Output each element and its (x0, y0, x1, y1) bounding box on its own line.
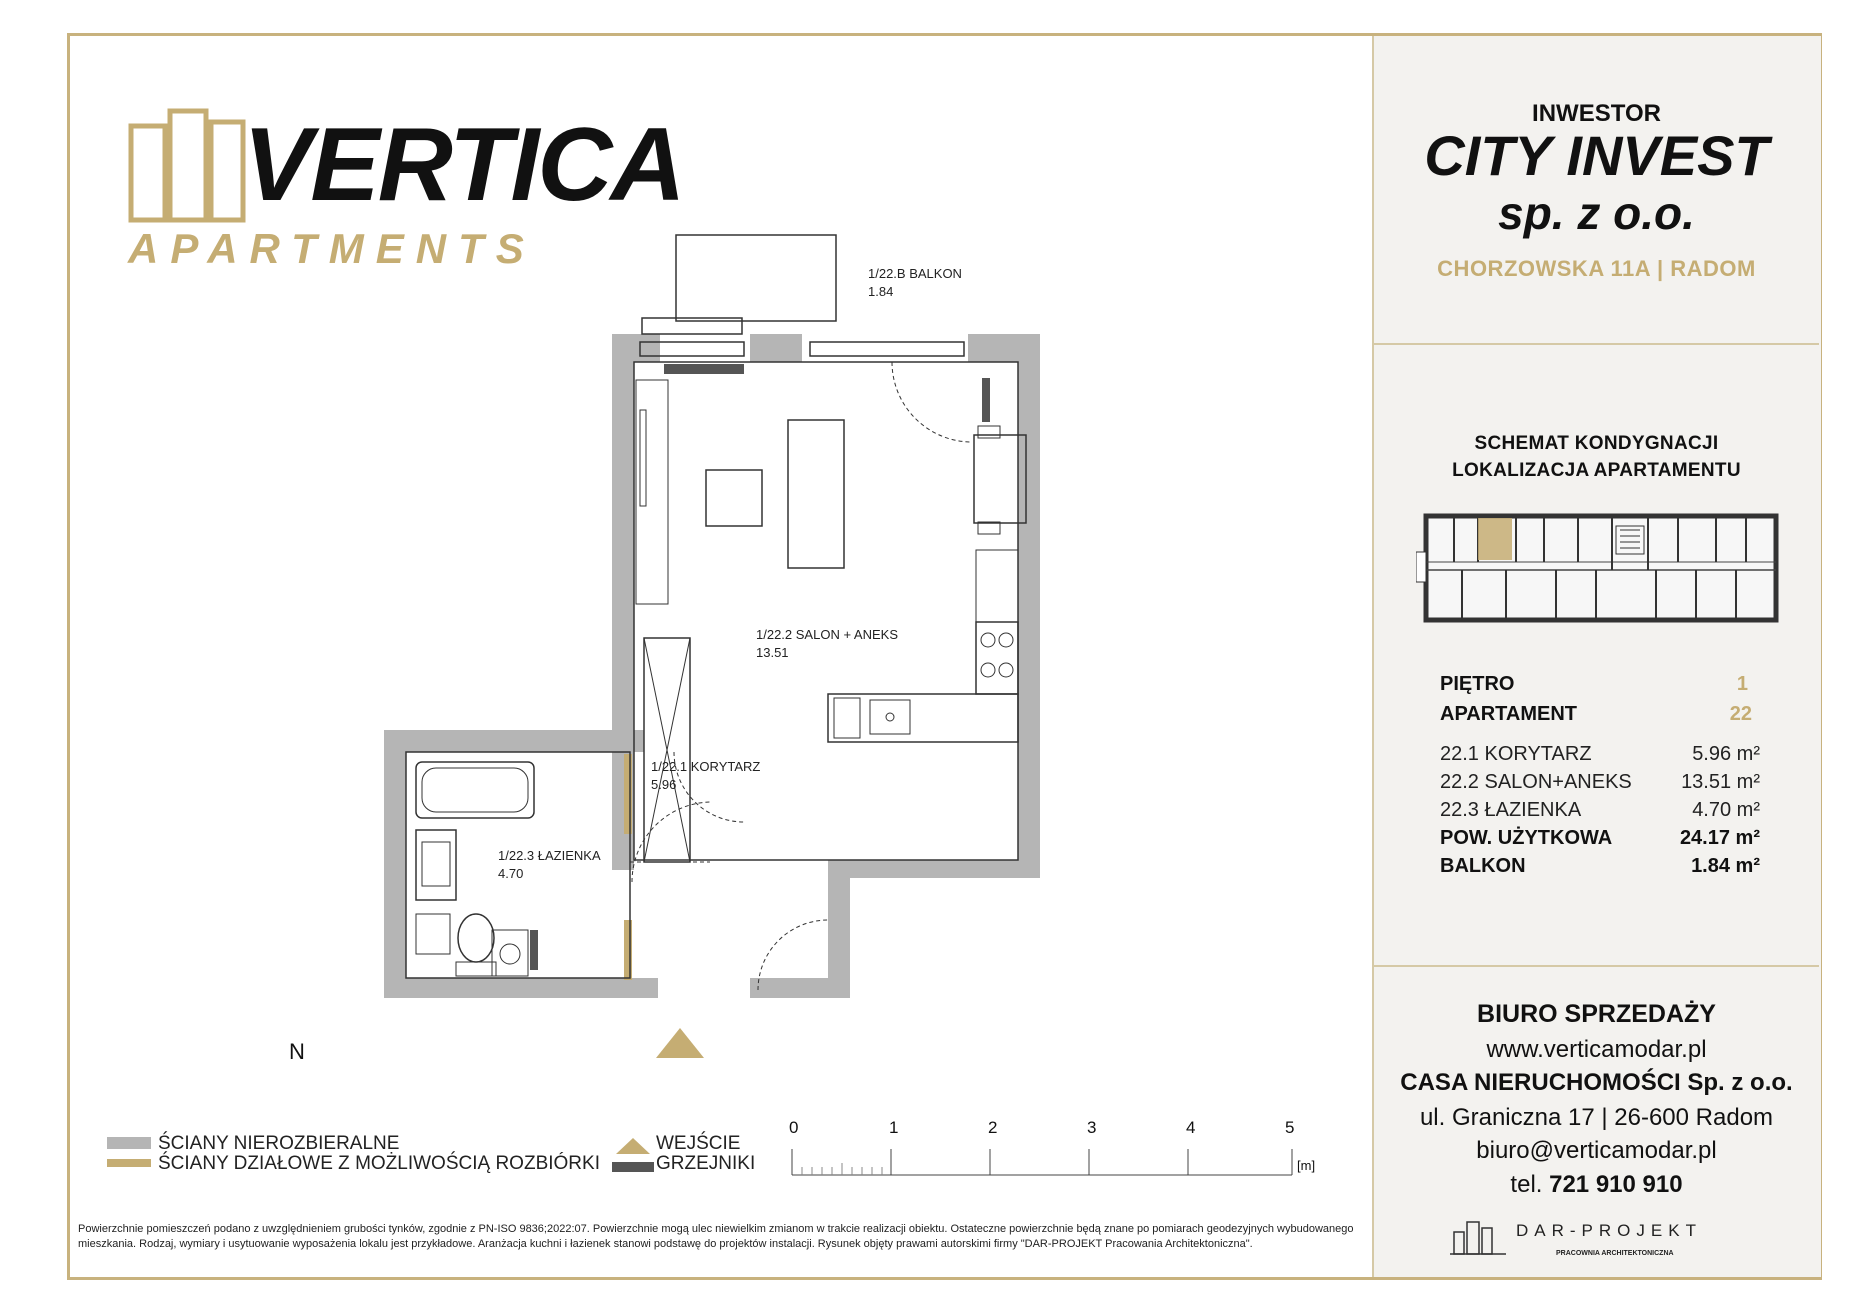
bathroom-room-name: 1/22.3 ŁAZIENKA (498, 848, 601, 863)
legend-swatch-removable-walls (107, 1159, 151, 1167)
room-area: 5.96 m² (1692, 743, 1760, 765)
room-label: 22.2 SALON+ANEKS (1440, 771, 1632, 793)
disclaimer-text: Powierzchnie pomieszczeń podano z uwzględnieniem grubości tynków, zgodnie z PN-ISO 9836;2022:07. Powierzchnie mogą ulec niewielkim zmianom w trakcie realizacji obiektu. Ostateczne powierzchnie będą znane po pomiarach geodezyjnych wybudowanego mieszkania. Rodzaj, wymiary i usytuowanie wyposażenia lokalu jest przykładowe. Aranżacja kuchni i łazienek stanowi podstawę do projektów instalacji. Rysunek objęty prawami autorskimi firmy "DAR-PROJEKT Pracowania Architektoniczna". (78, 1223, 1354, 1250)
logo-wordmark: VERTICA (243, 107, 684, 223)
corridor-room-area: 5.96 (651, 777, 677, 792)
investor-name: CITY INVEST (1424, 124, 1769, 187)
scale-tick-label: 0 (789, 1118, 799, 1137)
legend-swatch-fixed-walls (107, 1137, 151, 1149)
floor-schema-diagram (1416, 512, 1782, 628)
salon-room-area: 13.51 (756, 645, 789, 660)
legend-entrance-icon (612, 1134, 654, 1178)
investor-heading: INWESTOR (1532, 100, 1661, 127)
room-label: 22.3 ŁAZIENKA (1440, 799, 1582, 821)
architect-logo-icon (1450, 1218, 1508, 1256)
legend-radiators: GRZEJNIKI (656, 1153, 756, 1174)
floor-label: PIĘTRO (1440, 673, 1515, 695)
floor-plan (370, 230, 1070, 1060)
balcony-area: 1.84 m² (1691, 855, 1760, 877)
sales-website-link[interactable]: www.verticamodar.pl (1486, 1036, 1707, 1063)
room-area: 13.51 m² (1681, 771, 1760, 793)
phone-prefix: tel. (1510, 1171, 1543, 1198)
architect-subtitle: PRACOWNIA ARCHITEKTONICZNA (1556, 1250, 1674, 1257)
sidebar-divider (1374, 965, 1819, 967)
logo-subtitle: APARTMENTS (128, 225, 536, 272)
sales-street: ul. Graniczna 17 | 26-600 Radom (1419, 1104, 1774, 1131)
north-label: N (289, 1039, 305, 1064)
scale-tick-label: 4 (1186, 1118, 1196, 1137)
sales-company: CASA NIERUCHOMOŚCI Sp. z o.o. (1400, 1069, 1793, 1096)
apartment-value: 22 (1729, 703, 1752, 725)
floor-value: 1 (1736, 673, 1748, 695)
investor-legal-form: sp. z o.o. (1498, 187, 1695, 239)
legend-entrance: WEJŚCIE (656, 1133, 741, 1154)
sales-office-heading: BIURO SPRZEDAŻY (1477, 1000, 1716, 1028)
scale-tick-label: 2 (988, 1118, 998, 1137)
scale-tick-label: 3 (1087, 1118, 1097, 1137)
balcony-label: BALKON (1440, 855, 1526, 877)
scale-bar (790, 1145, 1296, 1179)
salon-room-name: 1/22.2 SALON + ANEKS (756, 627, 898, 642)
schema-subtitle: LOKALIZACJA APARTAMENTU (1452, 460, 1741, 481)
corridor-room-name: 1/22.1 KORYTARZ (651, 759, 761, 774)
legend-removable-walls: ŚCIANY DZIAŁOWE Z MOŻLIWOŚCIĄ ROZBIÓRKI (158, 1153, 600, 1174)
room-label: 22.1 KORYTARZ (1440, 743, 1592, 765)
sales-phone (1374, 1171, 1819, 1199)
usable-area-label: POW. UŻYTKOWA (1440, 827, 1613, 849)
usable-area-value: 24.17 m² (1679, 827, 1760, 849)
apartment-label: APARTAMENT (1440, 703, 1578, 725)
legend-fixed-walls: ŚCIANY NIEROZBIERALNE (158, 1133, 400, 1154)
scale-tick-label: 5 (1285, 1118, 1295, 1137)
balcony-room-name: 1/22.B BALKON (868, 266, 962, 281)
investment-address: CHORZOWSKA 11A | RADOM (1437, 256, 1756, 281)
architect-name: DAR-PROJEKT (1516, 1221, 1702, 1240)
room-area: 4.70 m² (1692, 799, 1760, 821)
scale-tick-label: 1 (889, 1118, 899, 1137)
sales-email-link[interactable]: biuro@verticamodar.pl (1476, 1137, 1717, 1164)
phone-number[interactable]: 721 910 910 (1549, 1171, 1683, 1198)
sidebar-divider (1374, 343, 1819, 345)
bathroom-room-area: 4.70 (498, 866, 524, 881)
scale-unit: [m] (1297, 1158, 1316, 1173)
schema-title: SCHEMAT KONDYGNACJI (1474, 433, 1719, 454)
balcony-room-area: 1.84 (868, 284, 894, 299)
